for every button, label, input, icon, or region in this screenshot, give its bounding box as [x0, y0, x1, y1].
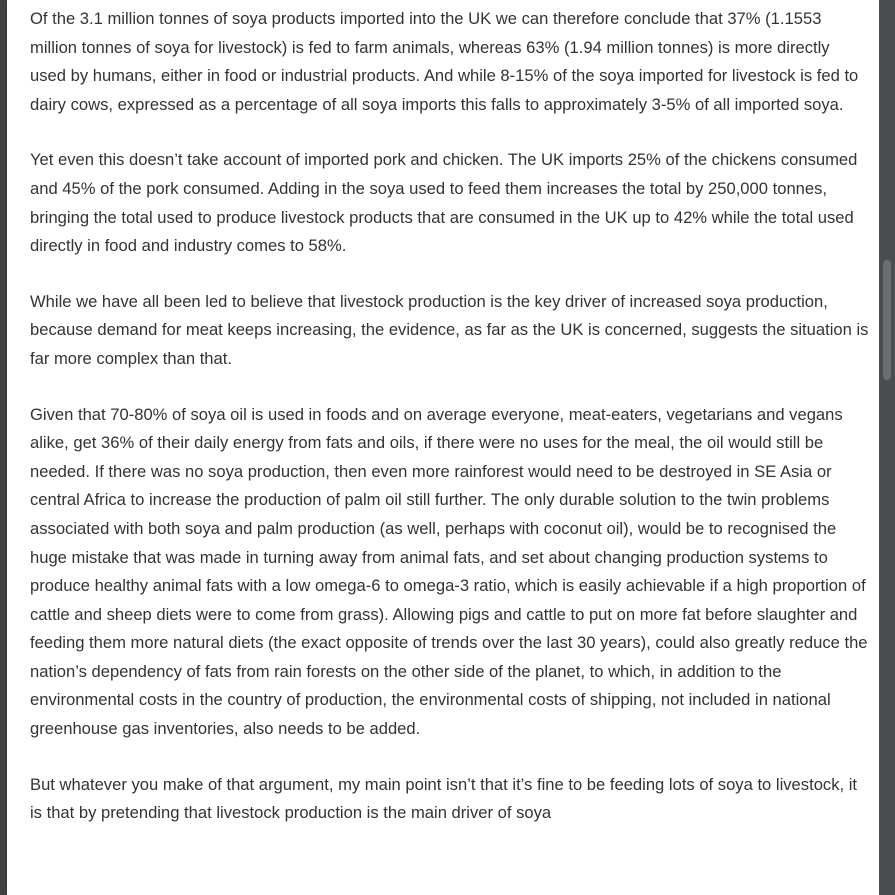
paragraph-main-point: But whatever you make of that argument, my main point isn’t that it’s fine to be feeding lots of soya to livestock, it is that by pretending that livestock production is the main driver of soya: [30, 774, 858, 823]
paragraph-livestock-driver: While we have all been led to believe that livestock production is the key driver of increased soya production, because demand for meat keeps increasing, the evidence, as far as the UK is concerned, suggests the situation is far more complex than that.: [30, 291, 869, 368]
vertical-scrollbar[interactable]: [879, 0, 895, 895]
paragraph-soya-imports: Of the 3.1 million tonnes of soya products imported into the UK we can therefore conclude that 37% (1.1553 million tonnes of soya for livestock) is fed to farm animals, whereas 63% (1.94 million tonnes) is more directly used by humans, either in food or industrial products. And while 8-15% of the soya imported for livestock is fed to dairy cows, expressed as a percentage of all soya imports this falls to approximately 3-5% of all imported soya.: [30, 9, 859, 114]
paragraph-soya-oil: Given that 70-80% of soya oil is used in foods and on average everyone, meat-eaters, vegetarians and vegans alike, get 36% of their daily energy from fats and oils, if there were no uses for the meal, the oil would still be needed. If there was no soya production, then even more rainforest would need to be destroyed in SE Asia or central Africa to increase the production of palm oil still further. The only durable solution to the twin problems associated with both soya and palm production (as well, perhaps with coconut oil), would be to recognised the huge mistake that was made in turning away from animal fats, and set about changing production systems to produce healthy animal fats with a low omega-6 to omega-3 ratio, which is easily achievable if a high proportion of cattle and sheep diets were to come from grass). Allowing pigs and cattle to put on more fat before slaughter and feeding them more natural diets (the exact opposite of trends over the last 30 years), could also greatly reduce the nation’s dependency of fats from rain forests on the other side of the planet, to which, in addition to the environmental costs in the country of production, the environmental costs of shipping, not included in national greenhouse gas inventories, also needs to be added.: [30, 404, 868, 739]
article-page: [7, 0, 879, 895]
paragraph-imported-pork-chicken: Yet even this doesn’t take account of imported pork and chicken. The UK imports 25% of the chickens consumed and 45% of the pork consumed. Adding in the soya used to feed them increases the total by 250,000 tonnes, bringing the total used to produce livestock products that are consumed in the UK up to 42% while the total used directly in food and industry comes to 58%.: [30, 150, 858, 256]
article-body: [30, 5, 870, 828]
scrollbar-thumb[interactable]: [883, 260, 891, 380]
